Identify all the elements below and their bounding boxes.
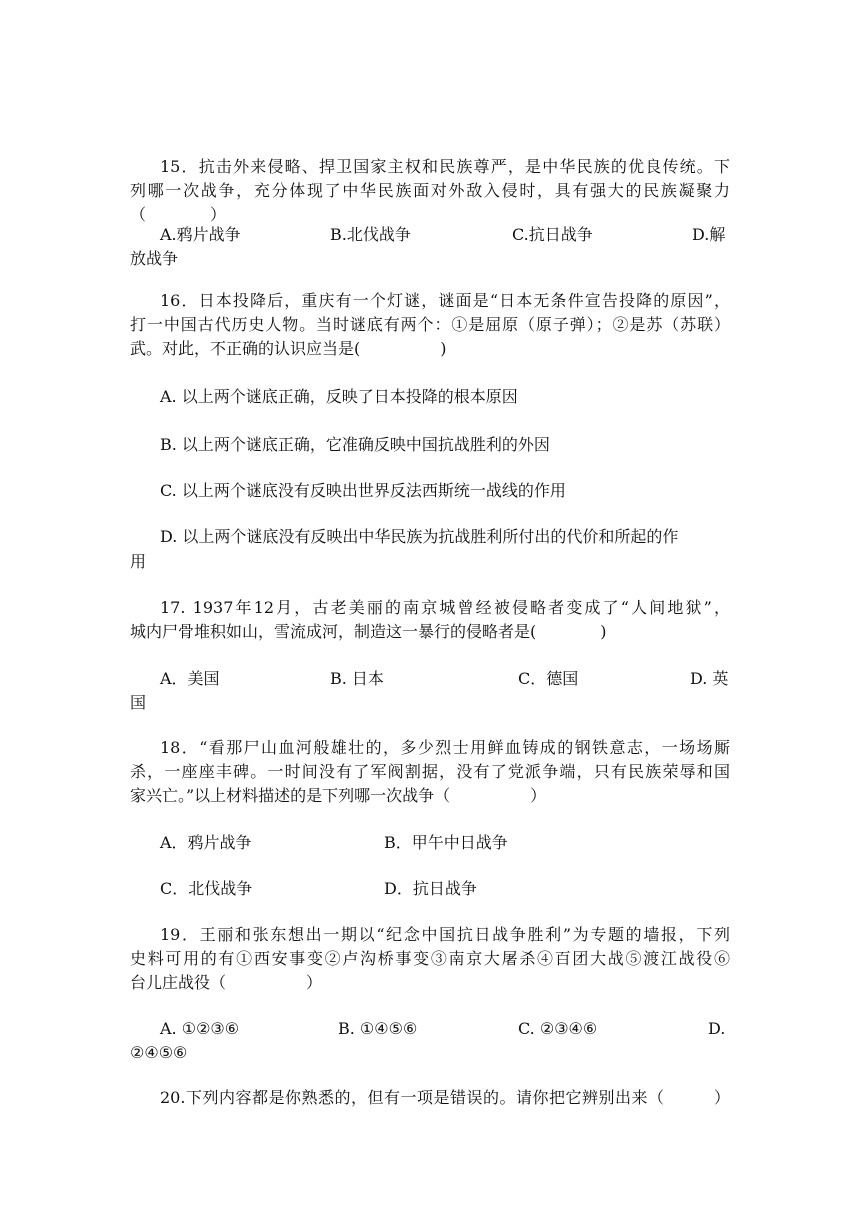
question-stem-line: 杀，一座座丰碑。一时间没有了军阀割据，没有了党派争端，只有民族荣辱和国: [130, 762, 730, 781]
question-stem-line: 列哪一次战争，充分体现了中华民族面对外敌入侵时，具有强大的民族凝聚力: [130, 181, 730, 200]
question-stem-line: 20.下列内容都是你熟悉的，但有一项是错误的。请你把它辨别出来（ ）: [160, 1088, 730, 1107]
option-d-continued: 国: [130, 693, 147, 712]
question-stem-line: 18．“看那尸山血河般雄壮的，多少烈士用鲜血铸成的钢铁意志，一场场厮: [160, 738, 730, 757]
question-stem-line: 武。对此，不正确的认识应当是( ): [130, 339, 447, 358]
option-c: C．北伐战争: [160, 879, 253, 898]
question-stem-line: 16．日本投降后，重庆有一个灯谜，谜面是“日本无条件宣告投降的原因”，: [160, 291, 730, 310]
question-stem-line: 家兴亡。”以上材料描述的是下列哪一次战争（ ）: [130, 786, 547, 805]
option-d: D. 以上两个谜底没有反映出中华民族为抗战胜利所付出的代价和所起的作: [160, 527, 679, 546]
option-d-continued: 放战争: [130, 249, 179, 268]
question-stem-line: 打一中国古代历史人物。当时谜底有两个：①是屈原（原子弹）；②是苏（苏联）: [130, 315, 730, 334]
option-a: A.鸦片战争: [160, 225, 241, 244]
option-d: D．抗日战争: [384, 879, 477, 898]
question-stem-line: 17. 1937年12月，古老美丽的南京城曾经被侵略者变成了“人间地狱”，: [160, 598, 730, 617]
question-stem-line: 史料可用的有①西安事变②卢沟桥事变③南京大屠杀④百团大战⑤渡江战役⑥: [130, 949, 730, 968]
option-d-continued: ②④⑤⑥: [130, 1043, 188, 1062]
question-stem-line: 19．王丽和张东想出一期以“纪念中国抗日战争胜利”为专题的墙报，下列: [160, 925, 730, 944]
option-a: A．鸦片战争: [160, 833, 252, 852]
option-d: D. 英: [690, 669, 729, 688]
option-c: C. 以上两个谜底没有反映出世界反法西斯统一战线的作用: [160, 481, 566, 500]
question-stem-line: 15．抗击外来侵略、捍卫国家主权和民族尊严，是中华民族的优良传统。下: [160, 157, 730, 176]
option-b: B. 以上两个谜底正确，它准确反映中国抗战胜利的外因: [160, 435, 550, 454]
question-stem-line: 城内尸骨堆积如山，雪流成河，制造这一暴行的侵略者是( ): [130, 622, 607, 641]
option-c: C．德国: [518, 669, 579, 688]
option-d: D.解: [692, 225, 726, 244]
option-d: D.: [708, 1019, 726, 1038]
option-a: A. 以上两个谜底正确，反映了日本投降的根本原因: [160, 387, 518, 406]
option-a: A．美国: [160, 669, 220, 688]
option-b: B. ①④⑤⑥: [338, 1019, 418, 1038]
option-b: B.北伐战争: [330, 225, 411, 244]
option-d-continued: 用: [130, 552, 147, 571]
question-stem-line: （ ）: [130, 205, 227, 224]
option-b: B．甲午中日战争: [384, 833, 508, 852]
question-stem-line: 台儿庄战役（ ）: [130, 973, 323, 992]
option-b: B. 日本: [330, 669, 384, 688]
option-c: C.抗日战争: [512, 225, 593, 244]
option-a: A. ①②③⑥: [160, 1019, 240, 1038]
option-c: C. ②③④⑥: [518, 1019, 598, 1038]
